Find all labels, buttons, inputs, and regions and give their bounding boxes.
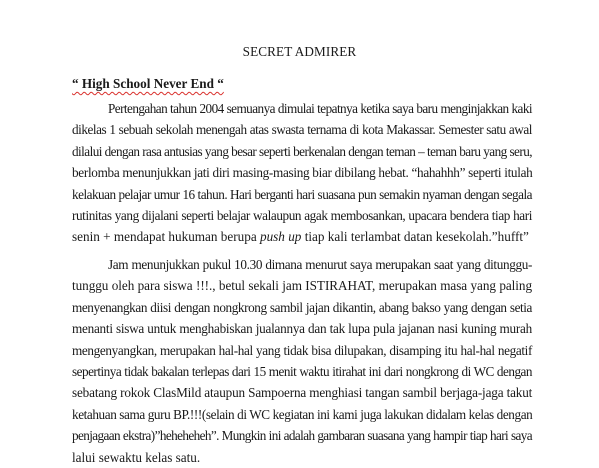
- paragraph-line: sepertinya tidak bakalan terlepas dari 15 menit waktu itirahat ini dari nongkrong di WC dengan: [72, 364, 532, 380]
- paragraph-line: dikelas 1 sebuah sekolah menengah atas swasta ternama di kota Makassar. Semester satu awal: [72, 122, 532, 138]
- paragraph-line: berlomba menunjukkan jati diri masing-masing biar dibilang hebat. “hahahhh” seperti itulah: [72, 165, 533, 181]
- paragraph-line: penjagaan ekstra)”heheheheh”. Mungkin ini adalah gambaran suasana yang hampir tiap hari saya: [72, 428, 532, 444]
- paragraph-line: ketahuan sama guru BP.!!!(selain di WC kegiatan ini kami juga lakukan didalam kelas dengan: [72, 406, 533, 422]
- paragraph-line: sebatang rokok ClasMild ataupun Sampoerna menghiasi tangan sambil berjaga-jaga takut: [72, 385, 533, 401]
- paragraph-line: kelakuan pelajar umur 16 tahun. Hari berganti hari suasana pun semakin nyaman dengan segala: [72, 186, 532, 202]
- paragraph-line: rutinitas yang dijalani seperti belajar walaupun agak membosankan, upacara bendera tiap hari: [72, 208, 532, 224]
- paragraph-line: tunggu oleh para siswa !!!., betul sekali jam ISTIRAHAT, merupakan masa yang paling: [72, 278, 532, 294]
- paragraph-line: menyenangkan diisi dengan nongkrong sambil jajan dikantin, abang bakso yang dengan setia: [72, 299, 532, 315]
- paragraph-line: menanti siswa untuk menghabiskan jualannya dan tak lupa pula jajanan nasi kuning murah: [72, 321, 532, 337]
- paragraph-1: [72, 98, 532, 248]
- paragraph-line: senin + mendapat hukuman berupa push up tiap kali terlambat datan kesekolah.”hufft”: [72, 229, 529, 245]
- emphasis-text: push up: [259, 229, 302, 245]
- paragraph-line: Jam menunjukkan pukul 10.30 dimana menurut saya merupakan saat yang ditunggu-: [108, 257, 532, 272]
- paragraph-line: dilalui dengan rasa antusias yang besar seperti berkenalan dengan teman – teman baru yang seru,: [72, 143, 532, 159]
- paragraph-2: [72, 254, 532, 468]
- paragraph-line: mengenyangkan, merupakan hal-hal yang tidak bisa dilupakan, disamping itu hal-hal negatif: [72, 342, 532, 358]
- paragraph-line: lalui sewaktu kelas satu.: [72, 449, 201, 465]
- subtitle-text: “ High School Never End “: [72, 76, 224, 91]
- document-subtitle: [72, 76, 224, 92]
- paragraph-line: Pertengahan tahun 2004 semuanya dimulai tepatnya ketika saya baru menginjakkan kaki: [108, 101, 532, 116]
- document-title: SECRET ADMIRER: [242, 44, 357, 59]
